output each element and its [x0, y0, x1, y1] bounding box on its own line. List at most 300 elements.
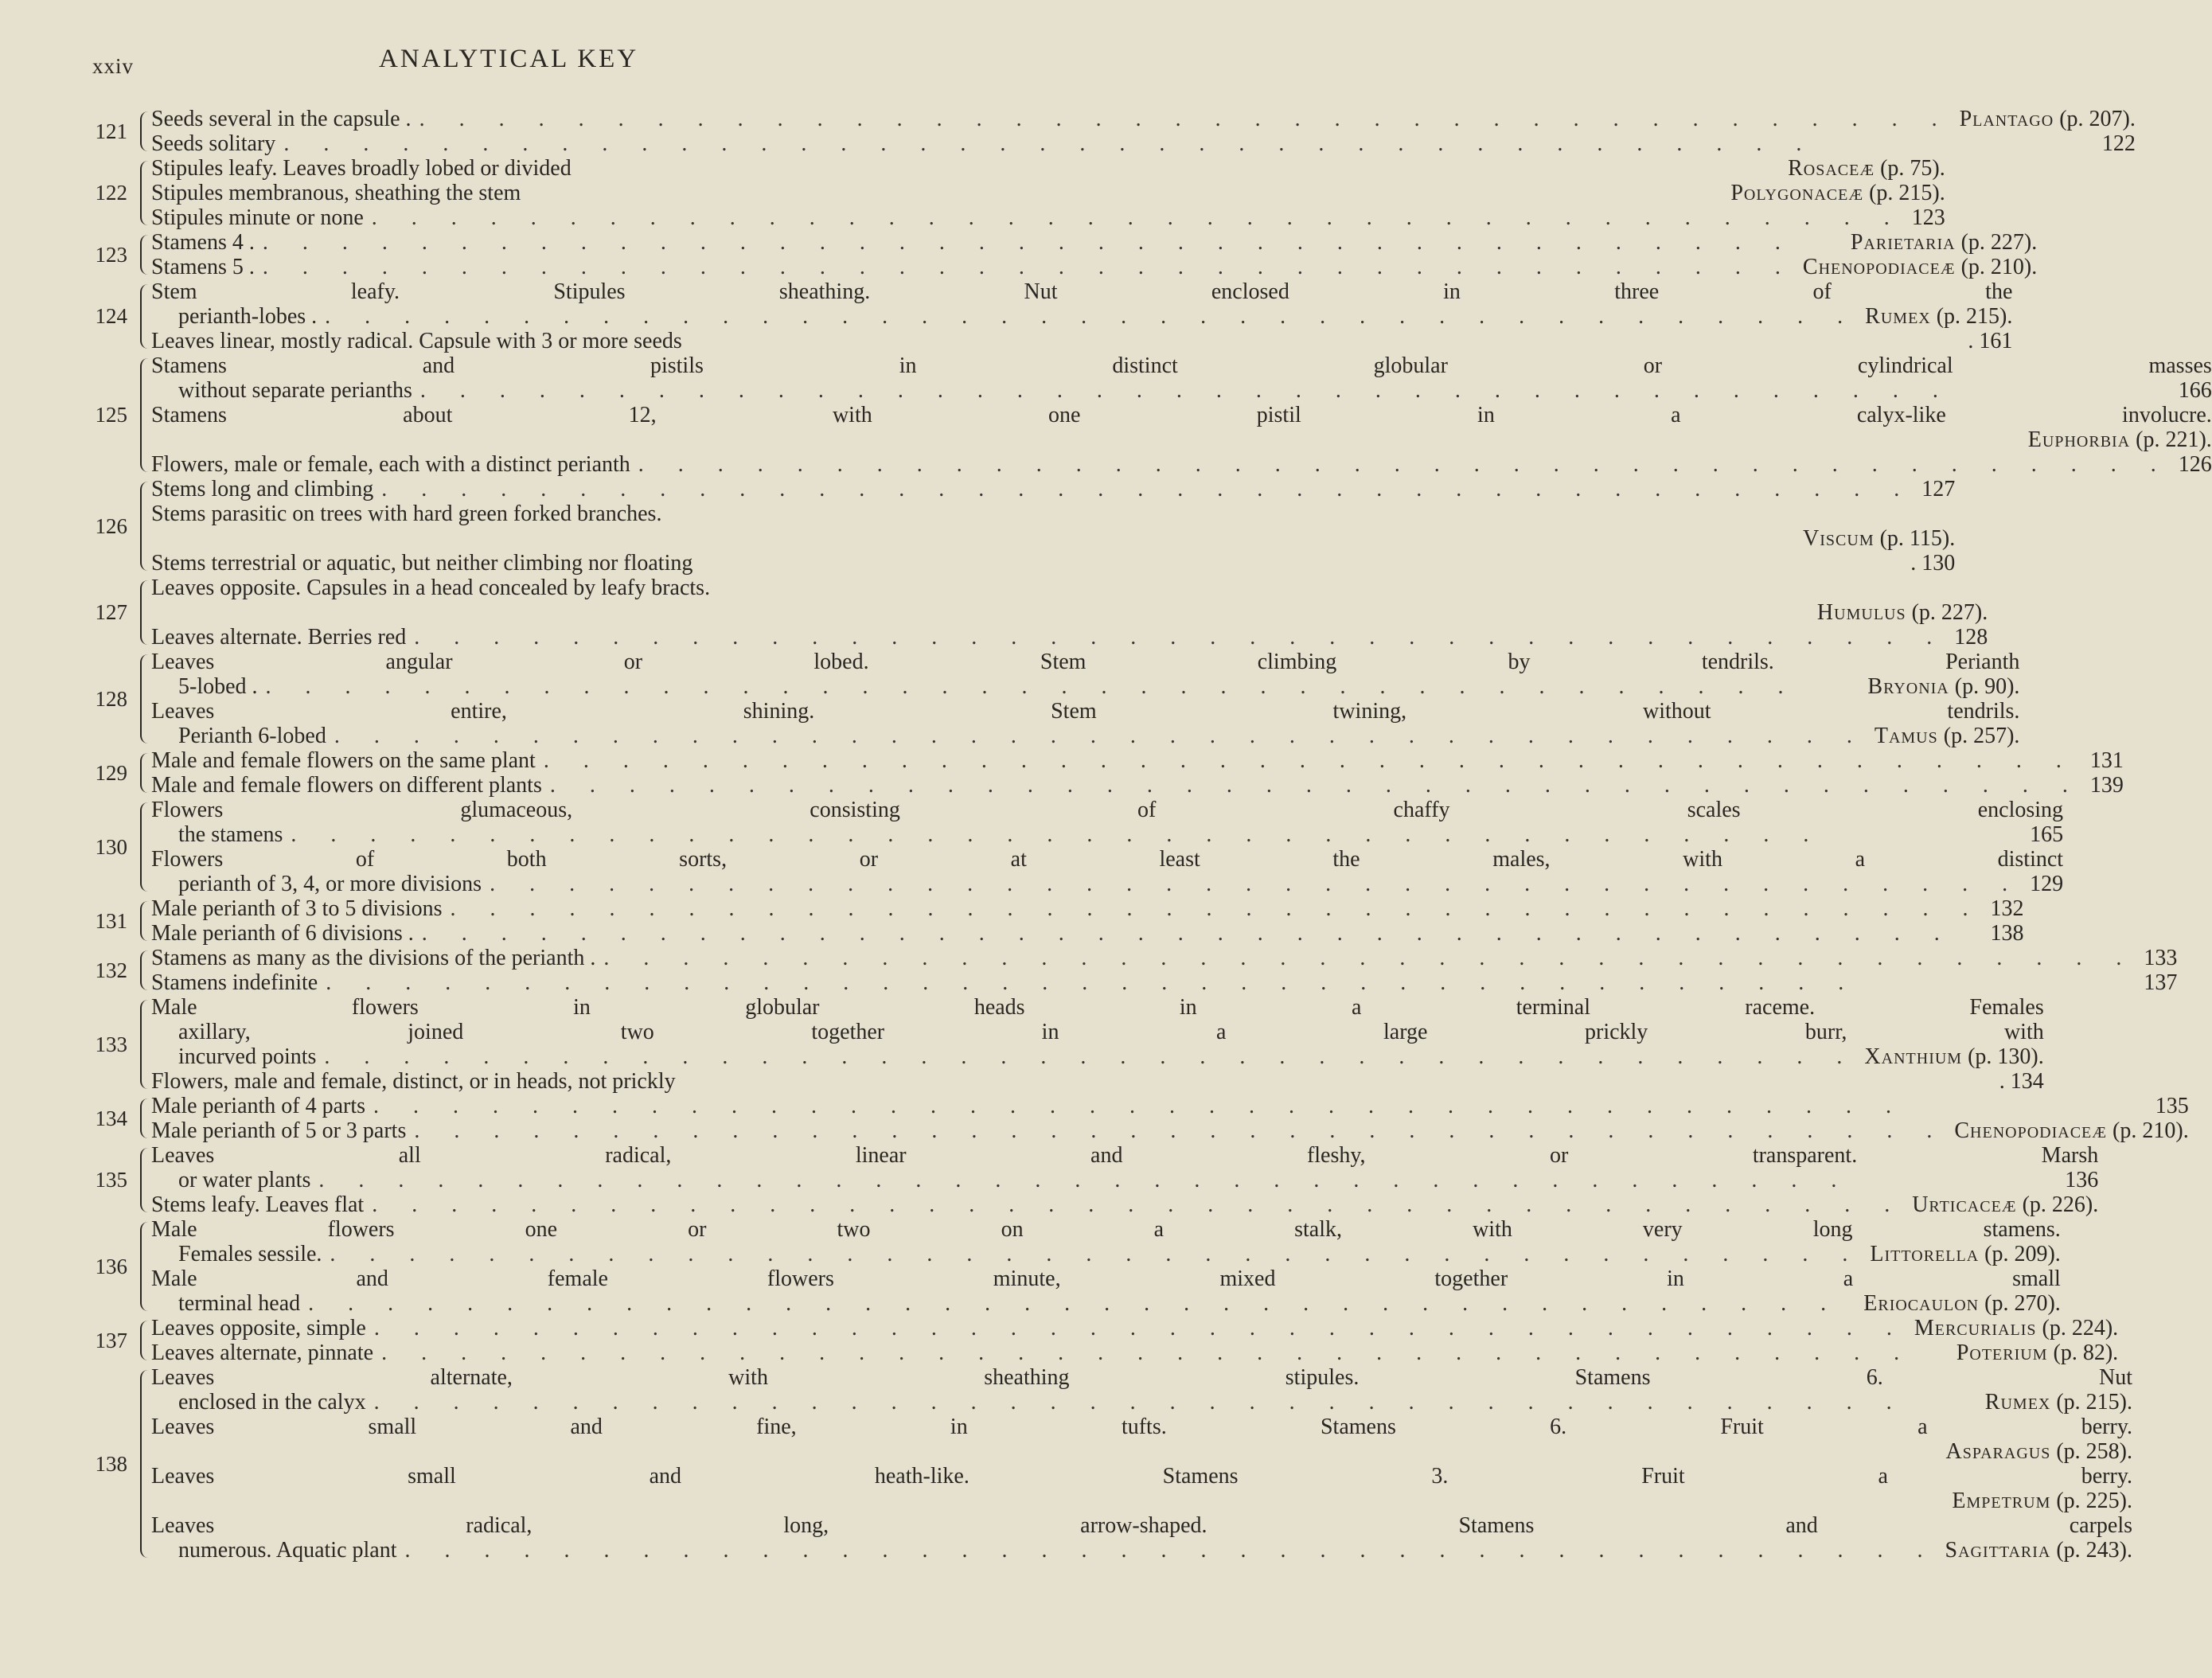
leader-dots: [322, 1242, 1870, 1266]
brace-icon: [140, 1321, 148, 1360]
key-lead: [151, 279, 2012, 329]
genus-name: Humulus: [1816, 600, 1906, 625]
lead-line: [151, 1069, 2044, 1094]
entry-leads: [151, 896, 2024, 946]
entry-leads: [151, 1365, 2132, 1563]
lead-text: enclosed in the calyx: [178, 1390, 366, 1415]
lead-line: [151, 798, 2063, 822]
lead-line: [151, 427, 2212, 452]
leader-dots: [630, 452, 2179, 477]
leader-dots: [365, 1094, 2155, 1118]
leader-dots: [536, 748, 2090, 773]
lead-text: Leaves radical, long, arrow-shaped. Stamens and carpels: [151, 1513, 2133, 1538]
leader-dots: [326, 724, 1875, 748]
entry-leads: [151, 477, 1955, 576]
key-lead: [151, 1365, 2132, 1415]
lead-reference: 126: [2178, 452, 2212, 477]
key-entry: [80, 748, 2124, 798]
lead-line: [151, 995, 2044, 1020]
entry-number: 128: [95, 686, 127, 711]
key-entry: [80, 353, 2212, 477]
lead-text: Stems terrestrial or aquatic, but neither climbing nor floating: [151, 551, 693, 576]
lead-text: Flowers glumaceous, consisting of chaffy scales enclosing: [151, 798, 2064, 822]
leader-dots: [443, 896, 1991, 921]
entry-leads: [151, 279, 2012, 353]
key-lead: [151, 1464, 2132, 1513]
key-entry: [80, 107, 2136, 156]
leader-dots: [258, 674, 1868, 699]
lead-line: [151, 1168, 2098, 1192]
lead-reference: Bryonia (p. 90).: [1867, 674, 2020, 699]
leader-dots: [542, 773, 2090, 798]
entry-number: 137: [95, 1328, 127, 1352]
lead-text: Leaves alternate, pinnate: [151, 1340, 374, 1365]
leader-dots: [316, 1044, 1864, 1069]
lead-text: Stamens 5 .: [151, 255, 255, 279]
key-lead: [151, 896, 2024, 921]
lead-reference: 131: [2089, 748, 2124, 773]
brace-icon: [140, 950, 148, 990]
lead-line: [151, 230, 2037, 255]
lead-line: [151, 650, 2019, 674]
lead-line: [151, 773, 2124, 798]
leader-dots: [310, 1168, 2065, 1192]
entry-leads: [151, 1217, 2061, 1316]
key-lead: [151, 329, 2012, 353]
key-lead: [151, 551, 1955, 576]
key-lead: [151, 1513, 2132, 1563]
key-lead: [151, 1340, 2118, 1365]
genus-name: Asparagus: [1945, 1439, 2051, 1464]
brace-icon: [140, 482, 148, 571]
key-lead: [151, 501, 1955, 551]
lead-reference: . 161: [1968, 329, 2013, 353]
lead-text: perianth-lobes .: [178, 304, 318, 329]
lead-text: Perianth 6-lobed: [178, 724, 326, 748]
lead-text: Leaves opposite. Capsules in a head concealed by leafy bracts.: [151, 576, 711, 600]
key-lead: [151, 403, 2212, 452]
lead-text: Stems leafy. Leaves flat: [151, 1192, 365, 1217]
leader-dots: [317, 304, 1865, 329]
entry-number: 129: [95, 760, 127, 785]
lead-line: [151, 1242, 2061, 1266]
lead-line: [151, 699, 2019, 724]
lead-text: Stamens and pistils in distinct globular or cylindrical masses: [151, 353, 2212, 378]
lead-reference: 127: [1921, 477, 1956, 501]
key-entry: [80, 798, 2064, 896]
lead-reference: 135: [2155, 1094, 2189, 1118]
lead-text: Stem leafy. Stipules sheathing. Nut enclosed in three of the: [151, 279, 2013, 304]
key-lead: [151, 798, 2063, 847]
brace-icon: [140, 654, 148, 743]
brace-icon: [140, 1099, 148, 1138]
leader-dots: [283, 822, 2030, 847]
lead-text: Stems long and climbing: [151, 477, 374, 501]
lead-line: [151, 353, 2212, 378]
entry-leads: [151, 576, 1988, 650]
entry-leads: [151, 107, 2136, 156]
entry-number: 133: [95, 1032, 127, 1056]
lead-line: [151, 822, 2063, 847]
entry-number: 134: [95, 1106, 127, 1130]
lead-reference: Rumex (p. 215).: [1865, 304, 2013, 329]
lead-line: [151, 255, 2037, 279]
lead-text: perianth of 3, 4, or more divisions: [178, 872, 482, 896]
lead-line: [151, 748, 2124, 773]
lead-text: Male perianth of 5 or 3 parts: [151, 1118, 407, 1143]
lead-reference: Euphorbia (p. 221).: [2027, 427, 2212, 452]
leader-dots: [300, 1291, 1863, 1316]
key-lead: [151, 205, 1945, 230]
lead-line: [151, 205, 1945, 230]
entry-leads: [151, 353, 2212, 477]
lead-text: 5-lobed .: [178, 674, 258, 699]
key-entry: [80, 946, 2178, 995]
key-lead: [151, 1415, 2132, 1464]
key-entry: [80, 576, 1988, 650]
key-entry: [80, 1316, 2119, 1365]
brace-icon: [140, 901, 148, 941]
lead-line: [151, 181, 1945, 205]
lead-text: Leaves alternate, with sheathing stipules. Stamens 6. Nut: [151, 1365, 2133, 1390]
lead-line: [151, 970, 2177, 995]
brace-icon: [140, 284, 148, 349]
lead-reference: Sagittaria (p. 243).: [1945, 1538, 2133, 1563]
lead-line: [151, 1489, 2132, 1513]
lead-text: Male perianth of 6 divisions .: [151, 921, 414, 946]
lead-line: [151, 329, 2012, 353]
lead-reference: 138: [1990, 921, 2024, 946]
leader-dots: [482, 872, 2030, 896]
key-entry: [80, 650, 2020, 748]
lead-reference: . 130: [1910, 551, 1956, 576]
leader-dots: [255, 230, 1851, 255]
lead-line: [151, 1217, 2061, 1242]
lead-line: [151, 896, 2024, 921]
entry-number: 125: [95, 403, 127, 427]
lead-line: [151, 625, 1988, 650]
leader-dots: [414, 921, 1991, 946]
leader-dots: [595, 946, 2144, 970]
genus-name: Tamus: [1874, 724, 1938, 748]
lead-reference: Xanthium (p. 130).: [1864, 1044, 2044, 1069]
entry-number: 130: [95, 834, 127, 859]
lead-line: [151, 1143, 2098, 1168]
lead-text: Flowers, male and female, distinct, or in heads, not prickly: [151, 1069, 676, 1094]
lead-text: Leaves alternate. Berries red: [151, 625, 407, 650]
lead-text: terminal head: [178, 1291, 301, 1316]
lead-line: [151, 501, 1955, 526]
genus-name: Eriocaulon: [1863, 1291, 1980, 1316]
entry-number: 122: [95, 181, 127, 205]
lead-text: Stipules minute or none: [151, 205, 364, 230]
lead-reference: Rumex (p. 215).: [1984, 1390, 2133, 1415]
lead-line: [151, 1020, 2044, 1044]
entry-leads: [151, 1094, 2189, 1143]
key-lead: [151, 995, 2044, 1069]
lead-text: Leaves entire, shining. Stem twining, without tendrils.: [151, 699, 2020, 724]
key-lead: [151, 1217, 2061, 1266]
lead-text: without separate perianths: [178, 378, 412, 403]
entry-leads: [151, 995, 2044, 1094]
key-entry: [80, 156, 1945, 230]
lead-reference: Asparagus (p. 258).: [1945, 1439, 2133, 1464]
lead-line: [151, 551, 1955, 576]
entry-number: 131: [95, 908, 127, 933]
key-lead: [151, 131, 2136, 156]
lead-line: [151, 1266, 2061, 1291]
key-lead: [151, 1069, 2044, 1094]
genus-name: Parietaria: [1850, 230, 1956, 255]
key-entry: [80, 896, 2024, 946]
key-lead: [151, 650, 2019, 699]
lead-line: [151, 600, 1988, 625]
lead-line: [151, 1439, 2132, 1464]
genus-name: Euphorbia: [2027, 427, 2131, 452]
genus-name: Chenopodiaceæ: [1802, 255, 1956, 279]
lead-text: numerous. Aquatic plant: [178, 1538, 397, 1563]
lead-text: or water plants: [178, 1168, 311, 1192]
genus-name: Plantago: [1959, 107, 2054, 131]
key-lead: [151, 946, 2177, 970]
key-lead: [151, 576, 1988, 625]
key-lead: [151, 255, 2037, 279]
brace-icon: [140, 753, 148, 793]
entry-number: 132: [95, 958, 127, 982]
key-lead: [151, 477, 1955, 501]
lead-line: [151, 131, 2136, 156]
lead-text: Stamens 4 .: [151, 230, 255, 255]
lead-reference: Eriocaulon (p. 270).: [1863, 1291, 2061, 1316]
brace-icon: [140, 111, 148, 151]
lead-line: [151, 1044, 2044, 1069]
lead-line: [151, 921, 2024, 946]
key-lead: [151, 1266, 2061, 1316]
brace-icon: [140, 1370, 148, 1558]
lead-reference: Empetrum (p. 225).: [1952, 1489, 2133, 1513]
entry-leads: [151, 230, 2037, 279]
lead-line: [151, 872, 2063, 896]
entry-number: 135: [95, 1168, 127, 1192]
lead-reference: Viscum (p. 115).: [1803, 526, 1956, 551]
key-entry: [80, 230, 2038, 279]
entry-number: 138: [95, 1451, 127, 1476]
key-entry: [80, 279, 2013, 353]
key-entry: [80, 995, 2044, 1094]
lead-text: Leaves angular or lobed. Stem climbing by tendrils. Perianth: [151, 650, 2020, 674]
key-entry: [80, 1365, 2133, 1563]
lead-reference: . 134: [1999, 1069, 2044, 1094]
lead-line: [151, 477, 1955, 501]
page-number: xxiv: [92, 54, 135, 78]
lead-text: Male flowers in globular heads in a terminal raceme. Females: [151, 995, 2044, 1020]
lead-reference: Polygonaceæ (p. 215).: [1730, 181, 1945, 205]
lead-reference: Urticaceæ (p. 226).: [1912, 1192, 2099, 1217]
lead-line: [151, 526, 1955, 551]
genus-name: Urticaceæ: [1912, 1192, 2017, 1217]
lead-line: [151, 1192, 2098, 1217]
lead-line: [151, 279, 2012, 304]
genus-name: Bryonia: [1867, 674, 1949, 699]
lead-reference: Plantago (p. 207).: [1959, 107, 2136, 131]
leader-dots: [366, 1390, 1985, 1415]
lead-text: Stamens as many as the divisions of the perianth .: [151, 946, 596, 970]
lead-reference: Parietaria (p. 227).: [1850, 230, 2038, 255]
lead-reference: Chenopodiaceæ (p. 210).: [1802, 255, 2038, 279]
lead-text: incurved points: [178, 1044, 317, 1069]
lead-text: axillary, joined two together in a large prickly burr, with: [178, 1020, 2044, 1044]
entry-number: 126: [95, 513, 127, 538]
brace-icon: [140, 235, 148, 275]
leader-dots: [364, 205, 1912, 230]
entry-leads: [151, 1143, 2098, 1217]
lead-line: [151, 847, 2063, 872]
lead-text: Male and female flowers on the same plant: [151, 748, 536, 773]
lead-text: Stipules membranous, sheathing the stem: [151, 181, 521, 205]
key-lead: [151, 625, 1988, 650]
entry-leads: [151, 946, 2177, 995]
key-lead: [151, 970, 2177, 995]
key-lead: [151, 156, 1945, 181]
leader-dots: [366, 1316, 1914, 1340]
lead-reference: 122: [2101, 131, 2136, 156]
lead-text: Male perianth of 4 parts: [151, 1094, 366, 1118]
leader-dots: [406, 625, 1954, 650]
entry-number: 121: [95, 119, 127, 143]
key-entry: [80, 477, 1956, 576]
leader-dots: [412, 378, 2179, 403]
lead-text: Leaves linear, mostly radical. Capsule with 3 or more seeds: [151, 329, 682, 353]
lead-text: Stamens indefinite: [151, 970, 318, 995]
lead-text: Flowers of both sorts, or at least the males, with a distinct: [151, 847, 2064, 872]
lead-line: [151, 1365, 2132, 1390]
lead-text: Leaves opposite, simple: [151, 1316, 366, 1340]
lead-line: [151, 452, 2212, 477]
running-head: ANALYTICAL KEY: [379, 45, 639, 73]
entry-leads: [151, 748, 2124, 798]
genus-name: Polygonaceæ: [1730, 181, 1864, 205]
lead-reference: 129: [2030, 872, 2064, 896]
leader-dots: [412, 107, 1960, 131]
brace-icon: [140, 802, 148, 892]
lead-line: [151, 1118, 2189, 1143]
lead-text: Seeds several in the capsule .: [151, 107, 412, 131]
lead-text: Male and female flowers on different plants: [151, 773, 542, 798]
key-lead: [151, 1094, 2189, 1118]
leader-dots: [275, 131, 2102, 156]
lead-reference: Tamus (p. 257).: [1874, 724, 2020, 748]
brace-icon: [140, 1148, 148, 1212]
lead-text: Seeds solitary: [151, 131, 276, 156]
key-lead: [151, 107, 2136, 131]
genus-name: Xanthium: [1864, 1044, 1963, 1069]
lead-line: [151, 674, 2019, 699]
lead-line: [151, 107, 2136, 131]
lead-text: Male flowers one or two on a stalk, with very long stamens.: [151, 1217, 2061, 1242]
brace-icon: [140, 161, 148, 225]
lead-text: Male perianth of 3 to 5 divisions: [151, 896, 443, 921]
lead-line: [151, 946, 2177, 970]
genus-name: Sagittaria: [1945, 1538, 2051, 1563]
lead-line: [151, 1415, 2132, 1439]
lead-line: [151, 1291, 2061, 1316]
genus-name: Poterium: [1956, 1340, 2048, 1365]
entry-number: 136: [95, 1254, 127, 1278]
genus-name: Rumex: [1865, 304, 1931, 329]
entry-leads: [151, 156, 1945, 230]
lead-line: [151, 403, 2212, 427]
key-lead: [151, 1316, 2118, 1340]
lead-line: [151, 576, 1988, 600]
key-entry: [80, 1094, 2189, 1143]
entry-leads: [151, 650, 2019, 748]
key-lead: [151, 1192, 2098, 1217]
leader-dots: [255, 255, 1803, 279]
lead-line: [151, 1464, 2132, 1489]
key-entry: [80, 1143, 2099, 1217]
lead-reference: 123: [1911, 205, 1945, 230]
analytical-key: [80, 107, 2212, 1563]
key-lead: [151, 1143, 2098, 1192]
lead-reference: Rosaceæ (p. 75).: [1788, 156, 1945, 181]
key-lead: [151, 353, 2212, 403]
entry-number: 124: [95, 304, 127, 328]
lead-reference: 133: [2144, 946, 2178, 970]
lead-line: [151, 1513, 2132, 1538]
genus-name: Rumex: [1984, 1390, 2051, 1415]
key-lead: [151, 847, 2063, 896]
key-lead: [151, 452, 2212, 477]
lead-text: Stipules leafy. Leaves broadly lobed or divided: [151, 156, 572, 181]
lead-reference: 128: [1954, 625, 1988, 650]
lead-text: Leaves all radical, linear and fleshy, or transparent. Marsh: [151, 1143, 2099, 1168]
leader-dots: [397, 1538, 1945, 1563]
lead-text: Females sessile.: [178, 1242, 322, 1266]
lead-reference: Humulus (p. 227).: [1816, 600, 1988, 625]
key-lead: [151, 181, 1945, 205]
lead-reference: 165: [2030, 822, 2064, 847]
lead-line: [151, 1390, 2132, 1415]
genus-name: Chenopodiaceæ: [1954, 1118, 2108, 1143]
leader-dots: [373, 477, 1921, 501]
lead-line: [151, 1340, 2118, 1365]
leader-dots: [373, 1340, 1956, 1365]
lead-text: Stamens about 12, with one pistil in a calyx-like involucre.: [151, 403, 2212, 427]
lead-line: [151, 1538, 2132, 1563]
lead-line: [151, 156, 1945, 181]
brace-icon: [140, 358, 148, 472]
entry-number: 127: [95, 600, 127, 624]
lead-reference: 132: [1990, 896, 2024, 921]
key-lead: [151, 921, 2024, 946]
leader-dots: [406, 1118, 1954, 1143]
lead-line: [151, 304, 2012, 329]
lead-line: [151, 378, 2212, 403]
lead-line: [151, 1316, 2118, 1340]
lead-text: Stems parasitic on trees with hard green forked branches.: [151, 501, 662, 526]
key-lead: [151, 773, 2124, 798]
lead-text: Male and female flowers minute, mixed together in a small: [151, 1266, 2061, 1291]
genus-name: Mercurialis: [1914, 1316, 2037, 1340]
genus-name: Rosaceæ: [1788, 156, 1875, 181]
key-lead: [151, 230, 2037, 255]
leader-dots: [318, 970, 2144, 995]
lead-text: the stamens: [178, 822, 283, 847]
key-lead: [151, 748, 2124, 773]
brace-icon: [140, 580, 148, 645]
brace-icon: [140, 1222, 148, 1311]
key-entry: [80, 1217, 2061, 1316]
